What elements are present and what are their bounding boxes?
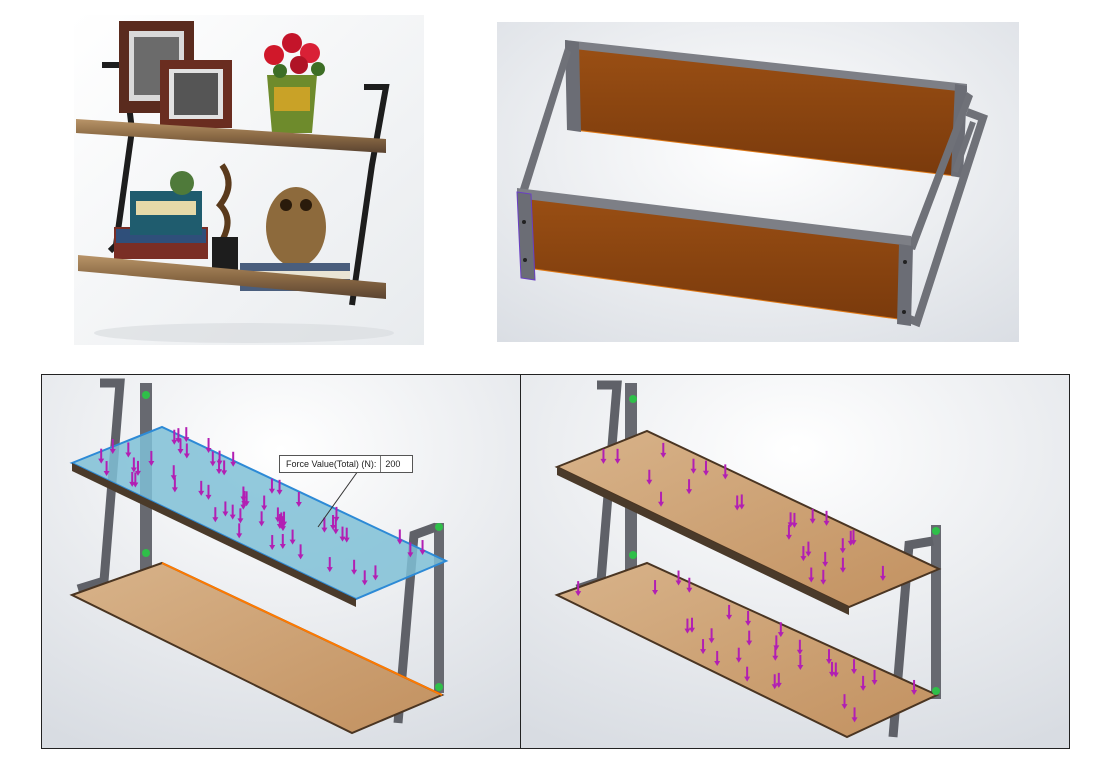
fea-simulation-panel [41, 374, 1070, 749]
force-value-callout[interactable] [279, 455, 413, 473]
force-value-label: Force Value(Total) (N): [280, 456, 381, 472]
owl-figurine [266, 187, 326, 267]
succulent [170, 171, 194, 195]
fea-both-shelves-load-view [521, 375, 1069, 748]
red-flowers [264, 45, 284, 65]
product-photo-panel [74, 15, 424, 345]
force-value-input[interactable]: 200 [385, 459, 401, 469]
fea-top-shelf-load-view [42, 375, 520, 748]
cad-model-panel [497, 22, 1019, 342]
